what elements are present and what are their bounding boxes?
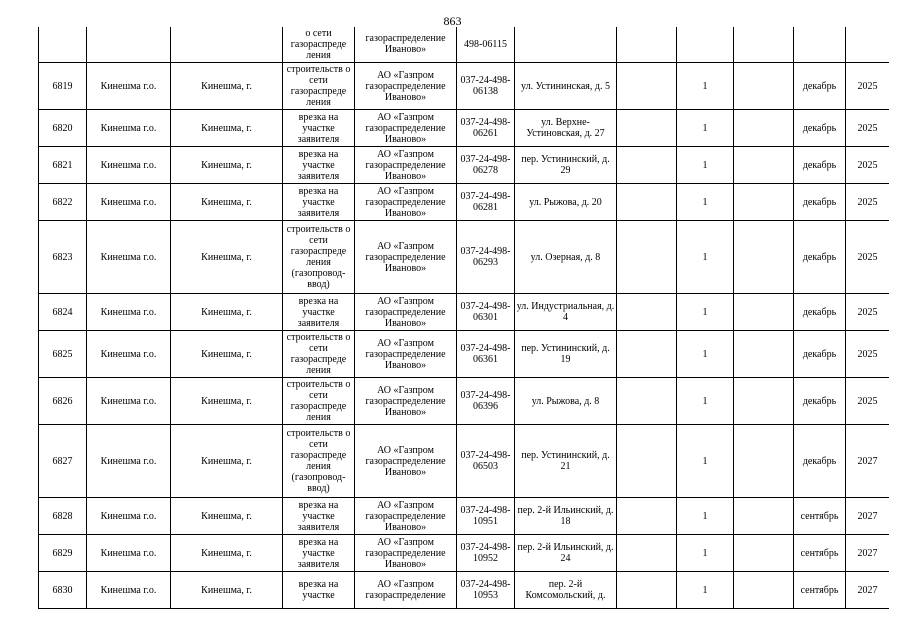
cell-application-number: 037-24-498-06281 [457,184,515,221]
cell-month: декабрь [794,378,846,425]
cell-organization: АО «Газпром газораспределение Иваново» [355,378,457,425]
table-row [39,147,890,184]
cell-address: пер. 2-й Комсомольский, д. [515,572,617,609]
cell-organization: АО «Газпром газораспределение Иваново» [355,63,457,110]
cell-work-type: строительств о сети газораспреде ления (газопровод-ввод) [283,425,355,498]
cell-row-number: 6822 [39,184,87,221]
cell-empty-col [617,184,677,221]
cell-application-number: 037-24-498-06301 [457,294,515,331]
cell-empty-col [617,425,677,498]
cell-municipality: Кинешма г.о. [87,147,171,184]
cell-organization: газораспределение Иваново» [355,27,457,63]
cell-settlement: Кинешма, г. [171,221,283,294]
cell-address: пер. 2-й Ильинский, д. 18 [515,498,617,535]
table-row [39,184,890,221]
cell-work-type: врезка на участке заявителя [283,110,355,147]
cell-work-type: врезка на участке заявителя [283,147,355,184]
cell-work-type: строительств о сети газораспреде ления (газопровод-ввод) [283,221,355,294]
cell-address: ул. Рыжова, д. 20 [515,184,617,221]
cell-organization: АО «Газпром газораспределение Иваново» [355,184,457,221]
cell-empty-col-2 [734,535,794,572]
cell-organization: АО «Газпром газораспределение Иваново» [355,147,457,184]
cell-organization: АО «Газпром газораспределение Иваново» [355,331,457,378]
cell-month: декабрь [794,63,846,110]
cell-application-number: 037-24-498-06361 [457,331,515,378]
table-row [39,221,890,294]
cell-work-type: строительств о сети газораспреде ления [283,63,355,110]
cell-organization: АО «Газпром газораспределение Иваново» [355,221,457,294]
cell-municipality: Кинешма г.о. [87,110,171,147]
cell-application-number: 498-06115 [457,27,515,63]
cell-municipality: Кинешма г.о. [87,331,171,378]
cell-empty-col-2 [734,331,794,378]
cell-work-type: о сети газораспреде ления [283,27,355,63]
cell-row-number: 6827 [39,425,87,498]
cell-row-number: 6828 [39,498,87,535]
cell-municipality: Кинешма г.о. [87,184,171,221]
cell-empty-col [617,331,677,378]
cell-application-number: 037-24-498-10952 [457,535,515,572]
cell-application-number: 037-24-498-06503 [457,425,515,498]
cell-month: декабрь [794,331,846,378]
cell-month: декабрь [794,221,846,294]
cell-municipality: Кинешма г.о. [87,572,171,609]
cell-count: 1 [677,535,734,572]
cell-municipality: Кинешма г.о. [87,294,171,331]
cell-empty-col [617,63,677,110]
cell-address: ул. Устининская, д. 5 [515,63,617,110]
table-body [39,27,890,609]
cell-address: ул. Верхне-Устиновская, д. 27 [515,110,617,147]
cell-application-number: 037-24-498-10953 [457,572,515,609]
cell-row-number: 6820 [39,110,87,147]
cell-municipality [87,27,171,63]
cell-year: 2027 [846,572,890,609]
cell-address: пер. Устининский, д. 21 [515,425,617,498]
cell-year: 2025 [846,378,890,425]
cell-month: декабрь [794,110,846,147]
cell-year: 2027 [846,498,890,535]
cell-settlement: Кинешма, г. [171,331,283,378]
table-row [39,110,890,147]
cell-year: 2027 [846,535,890,572]
cell-count [677,27,734,63]
cell-count: 1 [677,63,734,110]
cell-settlement [171,27,283,63]
table-row [39,294,890,331]
cell-empty-col-2 [734,110,794,147]
cell-count: 1 [677,294,734,331]
cell-work-type: строительств о сети газораспреде ления [283,378,355,425]
cell-month: декабрь [794,425,846,498]
cell-settlement: Кинешма, г. [171,425,283,498]
cell-work-type: врезка на участке заявителя [283,535,355,572]
cell-count: 1 [677,147,734,184]
cell-application-number: 037-24-498-10951 [457,498,515,535]
cell-empty-col-2 [734,425,794,498]
cell-row-number: 6830 [39,572,87,609]
cell-work-type: строительств о сети газораспреде ления [283,331,355,378]
table-row [39,63,890,110]
cell-empty-col [617,572,677,609]
cell-municipality: Кинешма г.о. [87,425,171,498]
cell-organization: АО «Газпром газораспределение Иваново» [355,110,457,147]
cell-organization: АО «Газпром газораспределение Иваново» [355,498,457,535]
cell-organization: АО «Газпром газораспределение [355,572,457,609]
cell-empty-col [617,147,677,184]
cell-count: 1 [677,184,734,221]
cell-application-number: 037-24-498-06278 [457,147,515,184]
cell-settlement: Кинешма, г. [171,110,283,147]
cell-municipality: Кинешма г.о. [87,378,171,425]
cell-year: 2025 [846,110,890,147]
cell-settlement: Кинешма, г. [171,184,283,221]
cell-address: пер. 2-й Ильинский, д. 24 [515,535,617,572]
table-row [39,498,890,535]
cell-row-number: 6824 [39,294,87,331]
cell-organization: АО «Газпром газораспределение Иваново» [355,294,457,331]
cell-month: декабрь [794,147,846,184]
cell-empty-col [617,378,677,425]
cell-address: ул. Рыжова, д. 8 [515,378,617,425]
cell-address: ул. Индустриальная, д. 4 [515,294,617,331]
cell-address: ул. Озерная, д. 8 [515,221,617,294]
cell-month: сентябрь [794,572,846,609]
cell-empty-col-2 [734,27,794,63]
table-row [39,572,890,609]
cell-settlement: Кинешма, г. [171,294,283,331]
cell-year: 2025 [846,294,890,331]
document-table-container [38,27,889,625]
cell-empty-col [617,498,677,535]
cell-empty-col-2 [734,184,794,221]
cell-address [515,27,617,63]
cell-month: декабрь [794,294,846,331]
cell-count: 1 [677,425,734,498]
cell-address: пер. Устининский, д. 19 [515,331,617,378]
cell-year: 2027 [846,425,890,498]
cell-address: пер. Устининский, д. 29 [515,147,617,184]
cell-row-number [39,27,87,63]
gas-connection-table [38,27,889,609]
cell-application-number: 037-24-498-06293 [457,221,515,294]
cell-row-number: 6823 [39,221,87,294]
table-row [39,425,890,498]
cell-work-type: врезка на участке [283,572,355,609]
cell-empty-col-2 [734,572,794,609]
cell-empty-col-2 [734,498,794,535]
cell-empty-col-2 [734,378,794,425]
cell-settlement: Кинешма, г. [171,378,283,425]
cell-year: 2025 [846,63,890,110]
cell-empty-col-2 [734,221,794,294]
cell-month [794,27,846,63]
cell-count: 1 [677,221,734,294]
cell-settlement: Кинешма, г. [171,535,283,572]
cell-municipality: Кинешма г.о. [87,498,171,535]
cell-application-number: 037-24-498-06396 [457,378,515,425]
page-number: 863 [443,14,462,28]
cell-application-number: 037-24-498-06138 [457,63,515,110]
cell-year [846,27,890,63]
cell-year: 2025 [846,147,890,184]
cell-year: 2025 [846,331,890,378]
cell-application-number: 037-24-498-06261 [457,110,515,147]
cell-empty-col [617,110,677,147]
cell-row-number: 6829 [39,535,87,572]
cell-count: 1 [677,331,734,378]
cell-count: 1 [677,572,734,609]
cell-work-type: врезка на участке заявителя [283,498,355,535]
cell-settlement: Кинешма, г. [171,572,283,609]
cell-empty-col [617,294,677,331]
cell-settlement: Кинешма, г. [171,147,283,184]
cell-municipality: Кинешма г.о. [87,535,171,572]
cell-empty-col-2 [734,147,794,184]
cell-month: декабрь [794,184,846,221]
cell-month: сентябрь [794,498,846,535]
table-row [39,27,890,63]
cell-month: сентябрь [794,535,846,572]
cell-year: 2025 [846,184,890,221]
table-row [39,535,890,572]
cell-row-number: 6819 [39,63,87,110]
cell-empty-col [617,27,677,63]
cell-empty-col [617,535,677,572]
cell-work-type: врезка на участке заявителя [283,294,355,331]
cell-row-number: 6821 [39,147,87,184]
cell-municipality: Кинешма г.о. [87,63,171,110]
table-row [39,378,890,425]
cell-row-number: 6825 [39,331,87,378]
cell-count: 1 [677,498,734,535]
cell-row-number: 6826 [39,378,87,425]
cell-organization: АО «Газпром газораспределение Иваново» [355,535,457,572]
cell-empty-col-2 [734,63,794,110]
cell-year: 2025 [846,221,890,294]
cell-count: 1 [677,378,734,425]
cell-work-type: врезка на участке заявителя [283,184,355,221]
cell-settlement: Кинешма, г. [171,498,283,535]
cell-empty-col [617,221,677,294]
cell-municipality: Кинешма г.о. [87,221,171,294]
cell-empty-col-2 [734,294,794,331]
cell-settlement: Кинешма, г. [171,63,283,110]
cell-count: 1 [677,110,734,147]
cell-organization: АО «Газпром газораспределение Иваново» [355,425,457,498]
table-row [39,331,890,378]
